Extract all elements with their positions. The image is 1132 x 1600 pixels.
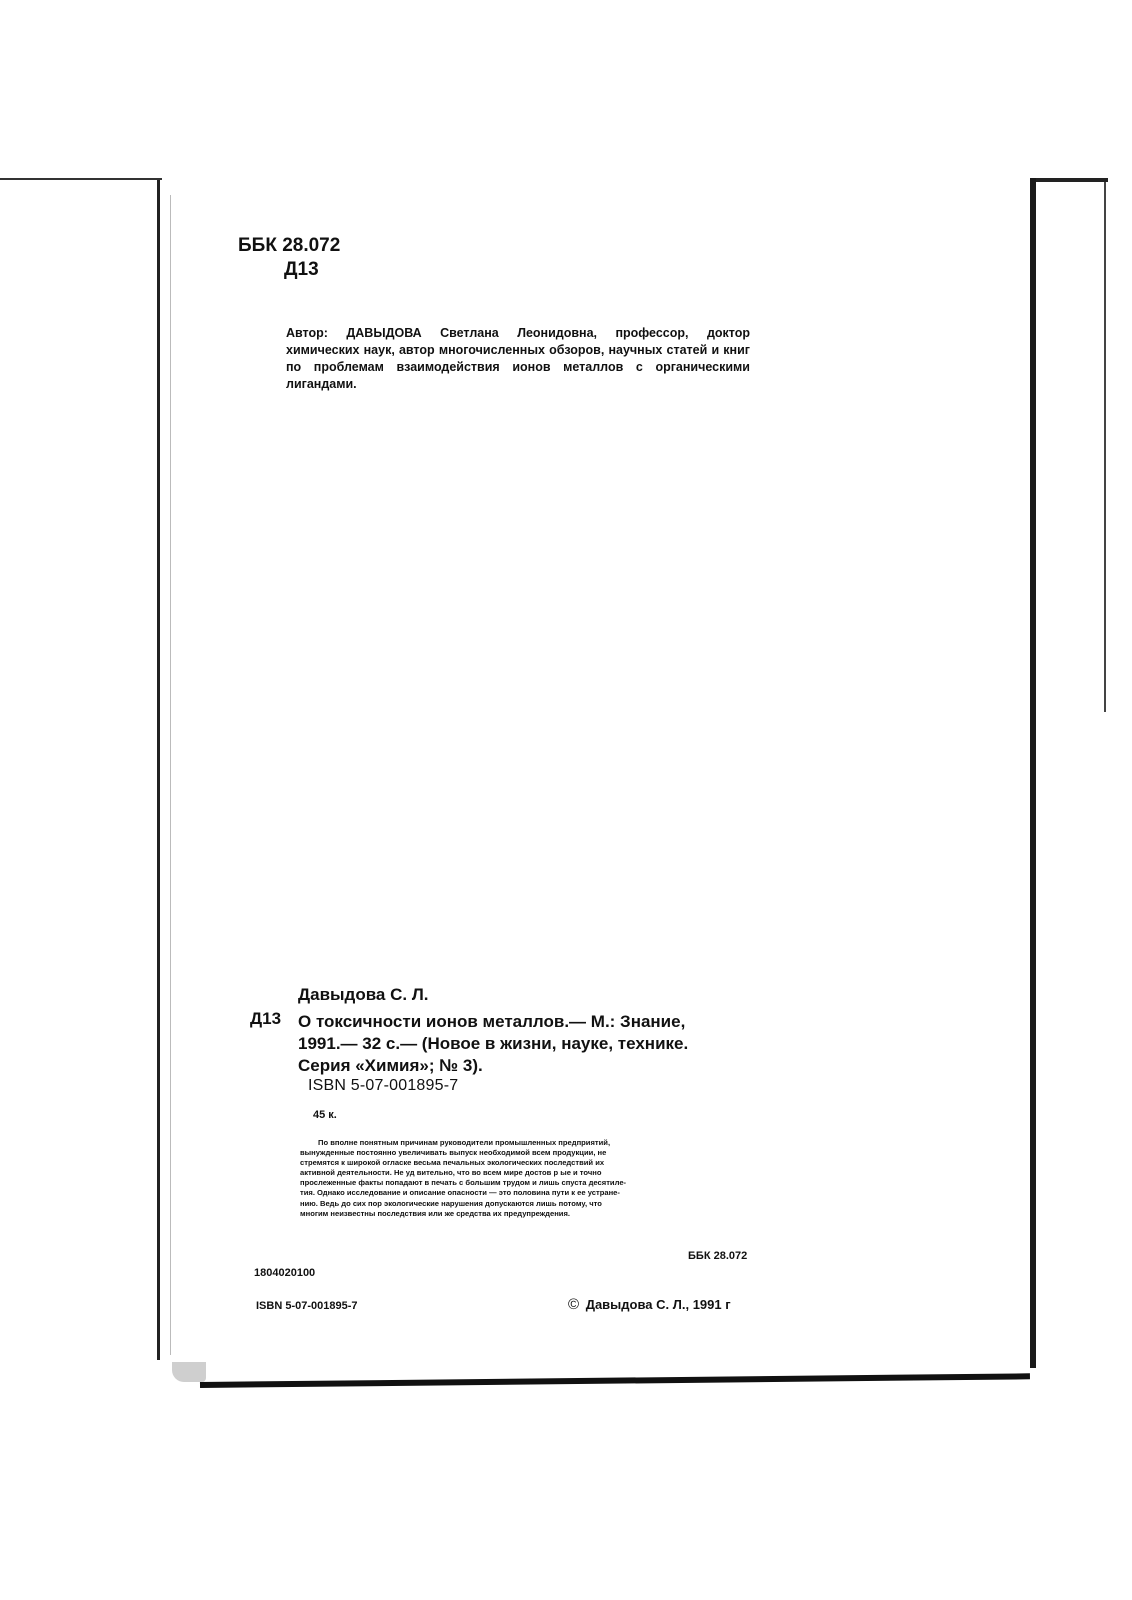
annotation [300, 1138, 764, 1219]
scan-corner-shadow [172, 1362, 206, 1382]
scan-edge-left [157, 180, 160, 1360]
footer-isbn: ISBN 5-07-001895-7 [256, 1300, 358, 1312]
copyright-text: Давыдова С. Л., 1991 г [585, 1297, 731, 1312]
catalog-line: 1991.— 32 с.— (Новое в жизни, науке, технике. [298, 1034, 689, 1053]
scan-edge-top [0, 178, 162, 180]
catalog-line: О токсичности ионов металлов.— М.: Знание, [298, 1012, 686, 1031]
index-code: 1804020100 [254, 1267, 316, 1279]
bbk-header [238, 234, 340, 282]
bbk-footer-code: ББК 28.072 [688, 1250, 748, 1262]
annotation-line: нию. Ведь до сих пор экологические нарушения допускаются лишь потому, что [300, 1198, 602, 1208]
scan-edge-right [1030, 178, 1036, 1368]
annotation-line: тия. Однако исследование и описание опасности — это половина пути к ее устране- [300, 1188, 620, 1198]
scan-edge-bottom [200, 1373, 1030, 1388]
class-code: Д13 [284, 259, 319, 280]
annotation-line: вынужденные постоянно увеличивать выпуск необходимой всем продукции, не [300, 1148, 607, 1158]
catalog-description [298, 1005, 760, 1077]
annotation-line: активной деятельности. Не уд вительно, что во всем мире достов р ые и точно [300, 1168, 602, 1178]
author-note: Автор: ДАВЫДОВА Светлана Леонидовна, профессор, доктор химических наук, автор многочисленных обзоров, научных статей и книг по проблемам взаимодействия ионов металлов с органическими лигандами. [286, 326, 750, 391]
price: 45 к. [313, 1109, 337, 1121]
scan-edge-right-top [1036, 178, 1108, 182]
copyright [568, 1296, 731, 1313]
catalog-code: Д13 [250, 1009, 282, 1028]
annotation-line: стремятся к широкой огласке весьма печальных экологических последствий их [300, 1158, 605, 1168]
annotation-line: По вполне понятным причинам руководители промышленных предприятий, [318, 1138, 611, 1147]
annotation-line: многим неизвестны последствия или же средства их предупреждения. [300, 1208, 570, 1218]
annotation-line: прослеженные факты попадают в печать с большим трудом и лишь спуста десятиле- [300, 1178, 627, 1188]
catalog-line: Серия «Химия»; № 3). [298, 1056, 483, 1075]
copyright-icon: © [568, 1296, 580, 1313]
bbk-code: ББК 28.072 [238, 235, 341, 256]
catalog-isbn: ISBN 5-07-001895-7 [308, 1077, 459, 1094]
scan-edge-left-inner [170, 195, 171, 1355]
catalog-author: Давыдова С. Л. [298, 985, 429, 1004]
scan-edge-right-outer [1104, 182, 1106, 712]
